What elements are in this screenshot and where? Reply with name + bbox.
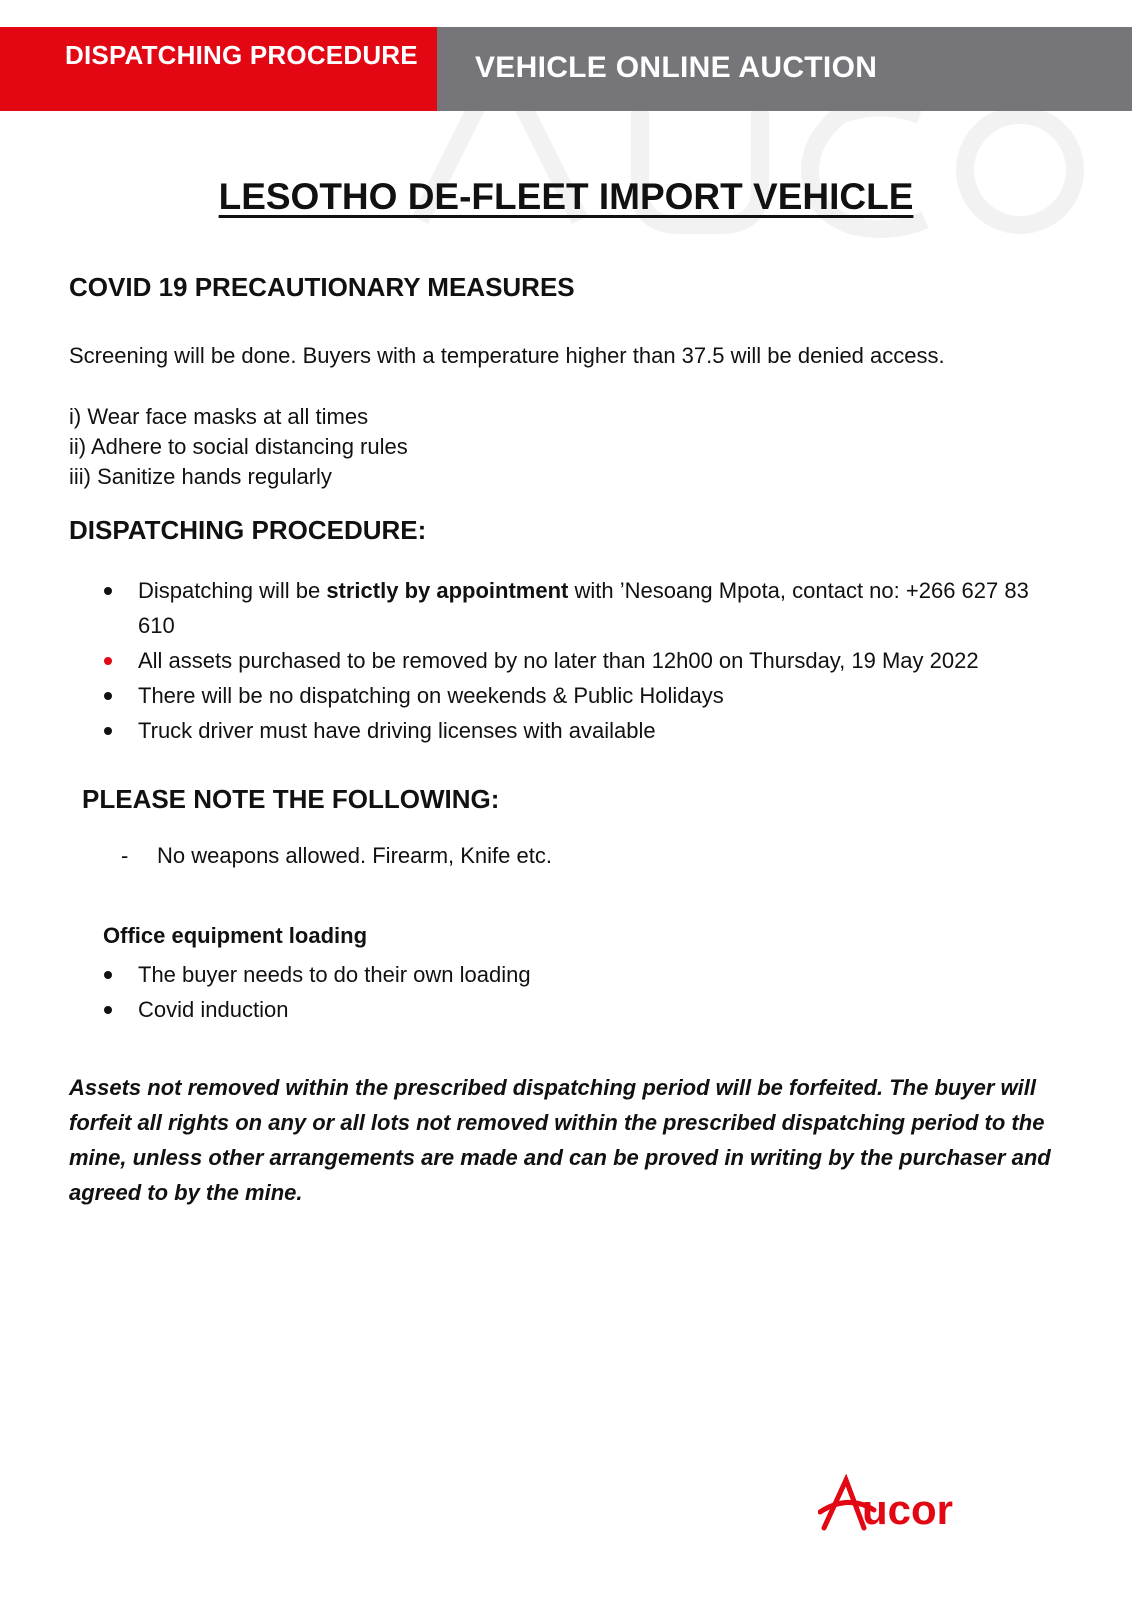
list-item-text: The buyer needs to do their own loading	[138, 962, 531, 987]
dash-icon: -	[121, 843, 129, 868]
bullet-icon	[104, 1006, 112, 1014]
closing-line: Assets not removed within the prescribed dispatching period will be forfeited. The buyer will	[69, 1075, 1036, 1100]
bullet-icon	[104, 727, 112, 735]
closing-line: agreed to by the mine.	[69, 1180, 303, 1205]
closing-line: forfeit all rights on any or all lots not removed within the prescribed dispatching period to the	[69, 1110, 1045, 1135]
list-item-text: Truck driver must have driving licenses with available	[138, 718, 656, 743]
covid-heading: COVID 19 PRECAUTIONARY MEASURES	[69, 272, 575, 302]
dispatching-heading: DISPATCHING PROCEDURE:	[69, 515, 427, 545]
document-title: LESOTHO DE-FLEET IMPORT VEHICLE	[218, 176, 914, 217]
list-item	[104, 992, 531, 1027]
list-item	[104, 678, 1029, 713]
aucor-logo	[818, 1474, 1018, 1534]
dispatching-list	[104, 573, 1029, 748]
header-right-banner	[437, 27, 1132, 111]
logo-wordmark: ucor	[862, 1486, 954, 1533]
list-item	[104, 643, 1029, 678]
list-item	[104, 957, 531, 992]
header-left-label: DISPATCHING PROCEDURE	[65, 40, 418, 70]
covid-item: ii) Adhere to social distancing rules	[69, 434, 408, 459]
header-left-banner	[0, 27, 437, 111]
office-list	[104, 957, 531, 1027]
list-item-text: All assets purchased to be removed by no later than 12h00 on Thursday, 19 May 2022	[138, 648, 979, 673]
covid-item: iii) Sanitize hands regularly	[69, 464, 332, 489]
closing-paragraph	[69, 1070, 1069, 1210]
covid-list	[69, 402, 408, 492]
list-item-text: 610	[138, 613, 175, 638]
note-heading: PLEASE NOTE THE FOLLOWING:	[82, 784, 500, 814]
list-item-emphasis: strictly by appointment	[326, 578, 569, 603]
office-heading: Office equipment loading	[103, 923, 368, 948]
bullet-icon	[104, 971, 112, 979]
covid-intro: Screening will be done. Buyers with a temperature higher than 37.5 will be denied access.	[69, 343, 945, 368]
list-item-text: There will be no dispatching on weekends & Public Holidays	[138, 683, 724, 708]
covid-item: i) Wear face masks at all times	[69, 404, 369, 429]
header-right-label: VEHICLE ONLINE AUCTION	[475, 51, 878, 84]
bullet-icon	[104, 587, 112, 595]
list-item-text: Covid induction	[138, 997, 289, 1022]
closing-line: mine, unless other arrangements are made and can be proved in writing by the purchaser and	[69, 1145, 1051, 1170]
list-item-text: Dispatching will be	[138, 578, 327, 603]
bullet-icon	[104, 692, 112, 700]
list-item-text: with ’Nesoang Mpota, contact no: +266 627 83	[568, 578, 1029, 603]
list-item	[104, 713, 1029, 748]
bullet-icon	[104, 657, 112, 665]
note-item: No weapons allowed. Firearm, Knife etc.	[157, 843, 552, 868]
list-item	[104, 573, 1029, 643]
